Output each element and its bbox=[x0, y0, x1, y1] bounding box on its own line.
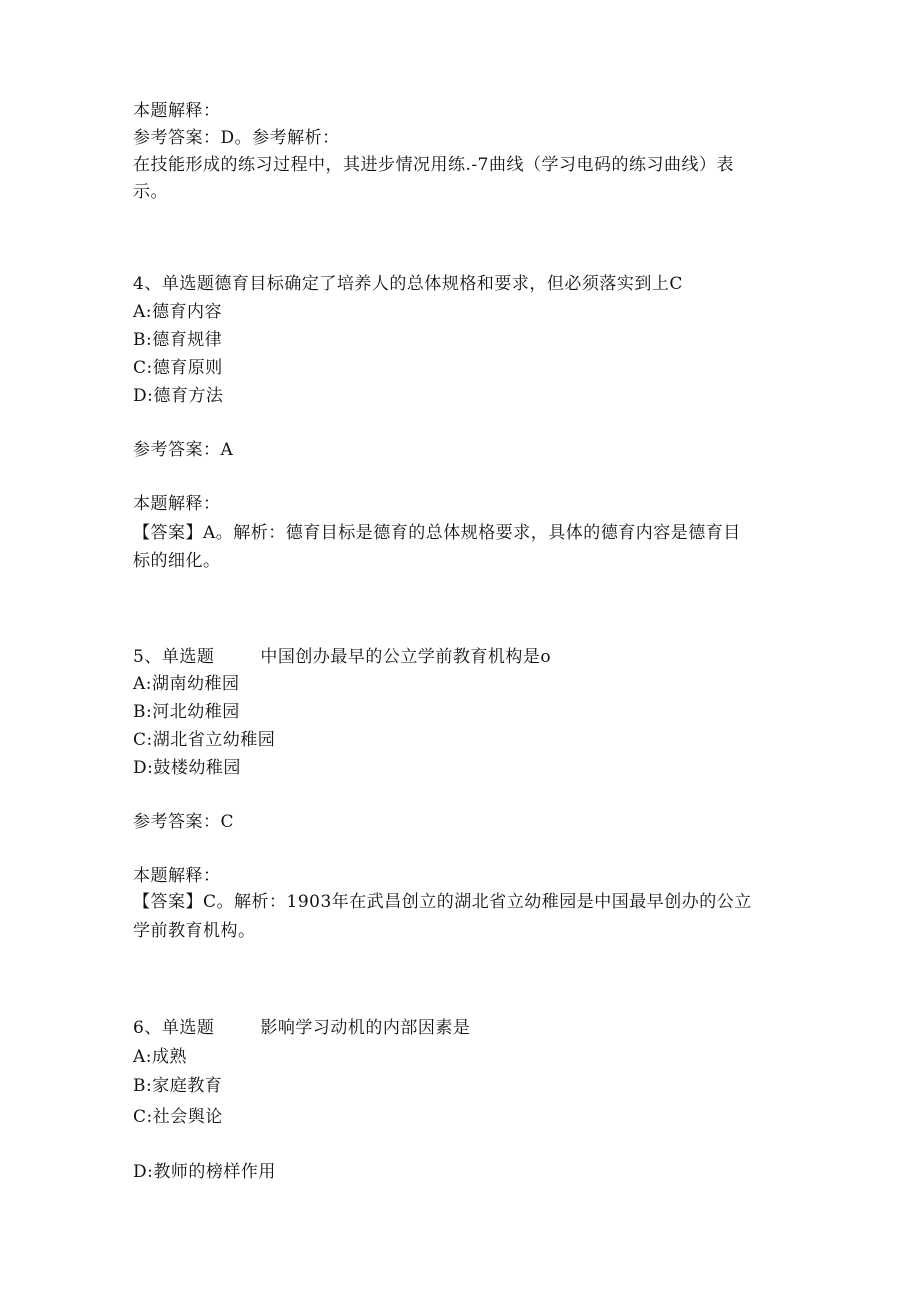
q4-option-b: B:德育规律 bbox=[133, 330, 223, 350]
q5-header bbox=[133, 645, 793, 669]
q6-option-c: C:社会舆论 bbox=[133, 1107, 223, 1127]
q3-explain-text-1: 在技能形成的练习过程中，其进步情况用练.-7曲线（学习电码的练习曲线）表 bbox=[133, 155, 734, 175]
q5-option-c: C:湖北省立幼稚园 bbox=[133, 730, 276, 750]
q5-option-b: B:河北幼稚园 bbox=[133, 702, 240, 722]
q6-option-a: A:成熟 bbox=[133, 1047, 188, 1067]
q4-number-type: 4、单选题 bbox=[133, 274, 215, 294]
q4-stem: 德育目标确定了培养人的总体规格和要求，但必须落实到上C bbox=[214, 274, 683, 294]
q4-answer: 参考答案：A bbox=[133, 440, 234, 460]
q6-option-d: D:教师的榜样作用 bbox=[133, 1162, 276, 1182]
q5-number-type: 5、单选题 bbox=[133, 647, 215, 667]
q5-answer: 参考答案：C bbox=[133, 812, 235, 832]
q4-explain-label: 本题解释： bbox=[133, 494, 221, 514]
q4-option-c: C:德育原则 bbox=[133, 358, 223, 378]
q5-option-d: D:鼓楼幼稚园 bbox=[133, 758, 241, 778]
q5-explain-label: 本题解释： bbox=[133, 866, 221, 886]
q6-number-type: 6、单选题 bbox=[133, 1018, 215, 1038]
q4-option-d: D:德育方法 bbox=[133, 386, 224, 406]
q6-option-b: B:家庭教育 bbox=[133, 1076, 223, 1096]
q5-option-a: A:湖南幼稚园 bbox=[133, 674, 240, 694]
q5-stem: 中国创办最早的公立学前教育机构是o bbox=[260, 647, 552, 667]
q3-explain-text-2: 示。 bbox=[133, 182, 168, 202]
q3-answer-line: 参考答案：D。参考解析： bbox=[133, 128, 340, 148]
q5-explain-text-2: 学前教育机构。 bbox=[133, 921, 256, 941]
q3-explain-label: 本题解释： bbox=[133, 101, 221, 121]
q4-explain-text-1: 【答案】A。解析：德育目标是德育的总体规格要求，具体的德育内容是德育目 bbox=[133, 523, 741, 543]
q4-explain-text-2: 标的细化。 bbox=[133, 551, 221, 571]
q5-explain-text-1: 【答案】C。解析：1903年在武昌创立的湖北省立幼稚园是中国最早创办的公立 bbox=[133, 892, 752, 912]
q6-header bbox=[133, 1016, 793, 1040]
q6-stem: 影响学习动机的内部因素是 bbox=[260, 1018, 471, 1038]
q4-header bbox=[133, 272, 793, 296]
q4-option-a: A:德育内容 bbox=[133, 302, 223, 322]
